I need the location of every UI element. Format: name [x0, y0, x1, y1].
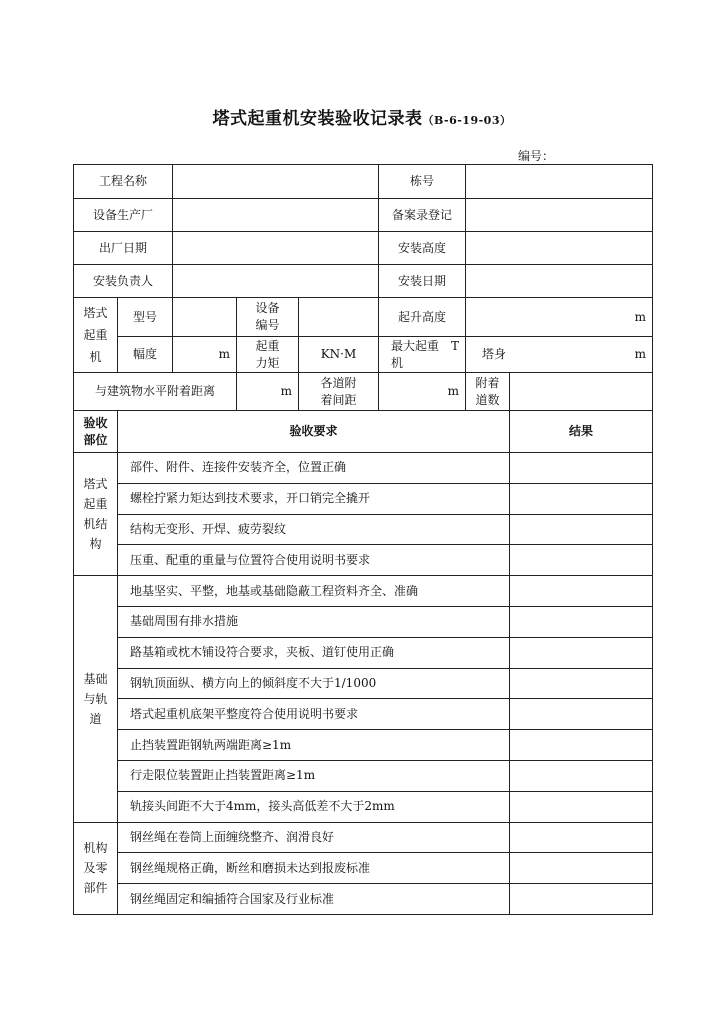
requirement-text: 部件、附件、连接件安装齐全，位置正确: [118, 453, 510, 484]
requirement-text: 行走限位装置距止挡装置距离≥1m: [118, 760, 510, 791]
result-cell[interactable]: [510, 483, 653, 514]
table-row: [74, 637, 653, 668]
result-cell[interactable]: [510, 730, 653, 761]
table-row: [74, 853, 653, 884]
value-equip-no[interactable]: [299, 298, 379, 337]
table-row: [74, 483, 653, 514]
result-cell[interactable]: [510, 822, 653, 853]
table-row: [74, 699, 653, 730]
value-installer[interactable]: [173, 265, 379, 298]
result-cell[interactable]: [510, 853, 653, 884]
result-cell[interactable]: [510, 606, 653, 637]
form-code: （B-6-19-03）: [422, 114, 512, 127]
requirement-text: 螺栓拧紧力矩达到技术要求，开口销完全撬开: [118, 483, 510, 514]
requirement-text: 基础周围有排水措施: [118, 606, 510, 637]
label-registration: 备案录登记: [379, 199, 466, 232]
table-row: [74, 576, 653, 607]
value-project-name[interactable]: [173, 165, 379, 199]
value-install-height[interactable]: [466, 232, 653, 265]
value-attach-count[interactable]: [510, 373, 653, 411]
title-text: 塔式起重机安装验收记录表: [212, 109, 423, 129]
value-registration[interactable]: [466, 199, 653, 232]
header-result: 结果: [510, 411, 653, 453]
section-label: 基础 与轨 道: [74, 576, 118, 822]
requirement-text: 钢丝绳在卷筒上面缠绕整齐、润滑良好: [118, 822, 510, 853]
header-part: 验收 部位: [74, 411, 118, 453]
table-row: [74, 730, 653, 761]
requirement-text: 塔式起重机底架平整度符合使用说明书要求: [118, 699, 510, 730]
label-max-lift: 最大起重机: [391, 338, 440, 370]
label-amplitude: 幅度: [118, 337, 173, 373]
requirement-text: 路基箱或枕木铺设符合要求，夹板、道钉使用正确: [118, 637, 510, 668]
serial-number-label: 编号：: [518, 149, 555, 163]
label-attach-spacing: 各道附 着间距: [299, 373, 379, 411]
value-install-date[interactable]: [466, 265, 653, 298]
result-cell[interactable]: [510, 699, 653, 730]
label-crane-group: 塔式 起重机: [74, 298, 118, 373]
tower-body-cell: [466, 337, 653, 373]
unit-attach-distance: m: [237, 373, 299, 411]
table-row: [74, 822, 653, 853]
unit-tower-body: m: [634, 347, 647, 361]
result-cell[interactable]: [510, 514, 653, 545]
result-cell[interactable]: [510, 545, 653, 576]
label-project-name: 工程名称: [74, 165, 173, 199]
label-building-no: 栋号: [379, 165, 466, 199]
result-cell[interactable]: [510, 453, 653, 484]
label-factory-date: 出厂日期: [74, 232, 173, 265]
unit-attach-spacing: m: [379, 373, 466, 411]
value-factory-date[interactable]: [173, 232, 379, 265]
label-install-date: 安装日期: [379, 265, 466, 298]
value-model[interactable]: [173, 298, 237, 337]
requirement-text: 钢轨顶面纵、横方向上的倾斜度不大于1/1000: [118, 668, 510, 699]
label-lift-height: 起升高度: [379, 298, 466, 337]
label-tower-body: 塔身: [482, 347, 507, 361]
sections-body: [74, 453, 653, 915]
section-label: 机构 及零 部件: [74, 822, 118, 914]
table-row: [74, 760, 653, 791]
label-model: 型号: [118, 298, 173, 337]
max-lift-cell: [379, 337, 466, 373]
label-equip-no: 设备 编号: [237, 298, 299, 337]
requirement-text: 止挡装置距钢轨两端距离≥1m: [118, 730, 510, 761]
value-building-no[interactable]: [466, 165, 653, 199]
label-attach-distance: 与建筑物水平附着距离: [74, 373, 237, 411]
unit-max-lift: T: [451, 338, 460, 353]
inspection-table: [73, 164, 653, 915]
requirement-text: 结构无变形、开焊、疲劳裂纹: [118, 514, 510, 545]
form-title: [0, 104, 724, 129]
result-cell[interactable]: [510, 668, 653, 699]
unit-torque: KN·M: [299, 337, 379, 373]
header-requirement: 验收要求: [118, 411, 510, 453]
result-cell[interactable]: [510, 576, 653, 607]
requirement-text: 地基坚实、平整，地基或基础隐蔽工程资料齐全、准确: [118, 576, 510, 607]
section-label: 塔式 起重 机结 构: [74, 453, 118, 576]
value-manufacturer[interactable]: [173, 199, 379, 232]
label-install-height: 安装高度: [379, 232, 466, 265]
table-row: [74, 453, 653, 484]
unit-amplitude: m: [173, 337, 237, 373]
label-manufacturer: 设备生产厂: [74, 199, 173, 232]
label-torque: 起重 力矩: [237, 337, 299, 373]
requirement-text: 钢丝绳固定和编插符合国家及行业标准: [118, 884, 510, 915]
result-cell[interactable]: [510, 791, 653, 822]
requirement-text: 钢丝绳规格正确，断丝和磨损未达到报废标准: [118, 853, 510, 884]
requirement-text: 压重、配重的重量与位置符合使用说明书要求: [118, 545, 510, 576]
result-cell[interactable]: [510, 884, 653, 915]
table-row: [74, 668, 653, 699]
table-row: [74, 884, 653, 915]
label-attach-count: 附着 道数: [466, 373, 510, 411]
requirement-text: 轨接头间距不大于4mm，接头高低差不大于2mm: [118, 791, 510, 822]
result-cell[interactable]: [510, 760, 653, 791]
label-installer: 安装负责人: [74, 265, 173, 298]
table-row: [74, 606, 653, 637]
table-row: [74, 791, 653, 822]
unit-lift-height: m: [466, 298, 653, 337]
table-row: [74, 514, 653, 545]
result-cell[interactable]: [510, 637, 653, 668]
table-row: [74, 545, 653, 576]
